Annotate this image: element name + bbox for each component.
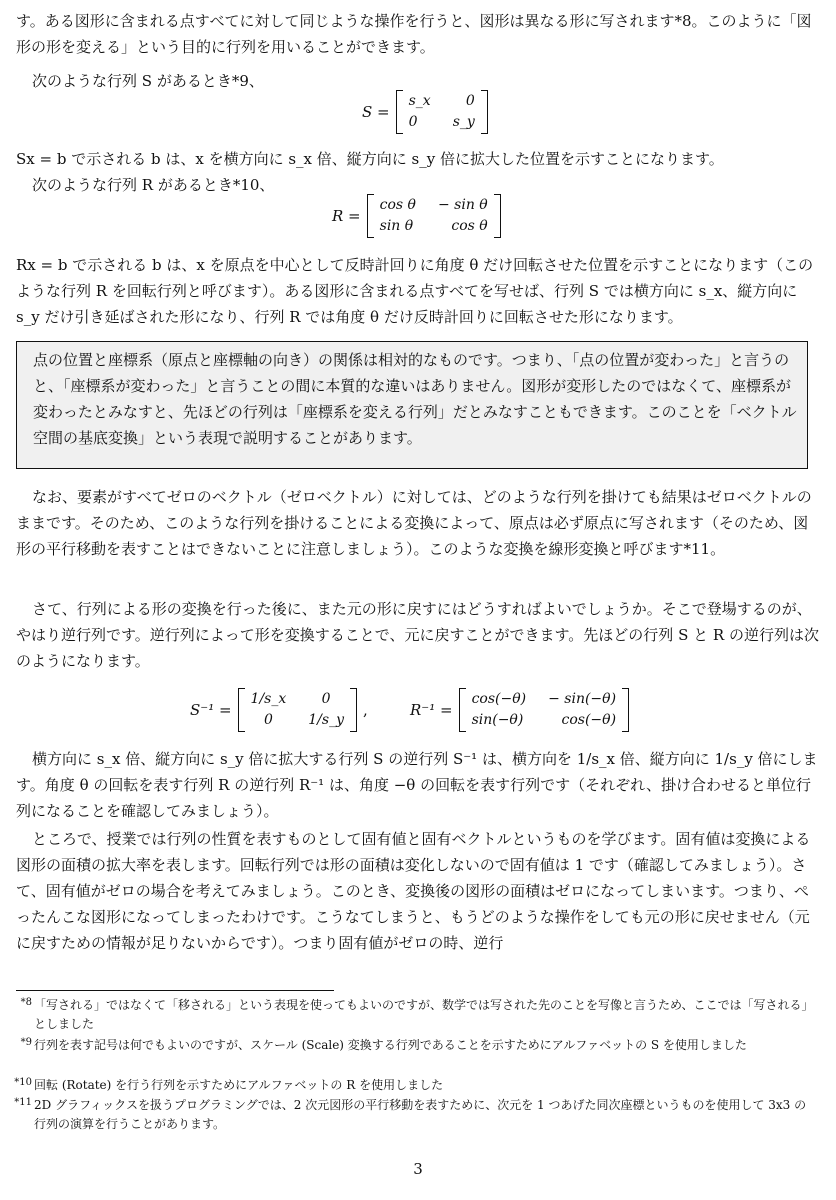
matrix-cell: 1/s_x bbox=[250, 691, 287, 707]
footnote-divider bbox=[16, 990, 334, 991]
footnote-8 bbox=[20, 996, 810, 1034]
footnote-text: 「写される」ではなくて「移される」という表現を使ってもよいのですが、数学では写された先のことを写像と言うため、ここでは「写される」としました bbox=[34, 998, 808, 1031]
footnote-text: 行列を表す記号は何でもよいのですが、スケール (Scale) 変換する行列であることを示すためにアルファベットの S を使用しました bbox=[34, 1038, 747, 1052]
paragraph-intro: す。ある図形に含まれる点すべてに対して同じような操作を行うと、図形は異なる形に写されます*8。このように「図形の形を変える」という目的に行列を用いることができます。 bbox=[16, 12, 812, 56]
matrix-cell: s_y bbox=[452, 114, 475, 130]
equation-lhs: R = bbox=[332, 207, 361, 225]
equation-r-inverse bbox=[410, 688, 629, 732]
matrix-cell: cos θ bbox=[451, 218, 488, 234]
matrix-cell: s_x bbox=[408, 93, 431, 109]
page-number: 3 bbox=[413, 1160, 423, 1178]
note-text: 点の位置と座標系（原点と座標軸の向き）の関係は相対的なものです。つまり、「点の位置が変わった」と言うのと、「座標系が変わった」と言うことの間に本質的な違いはありません。図形が変形したのではなくて、座標系が変わったとみなすと、先ほどの行列は「座標系を変える行列」だとみなすこともできます。このことを「ベクトル空間の基底変換」という表現で説明することがあります。 bbox=[33, 351, 797, 447]
matrix-cell: cos θ bbox=[379, 197, 416, 213]
footnote-mark: *10 bbox=[14, 1077, 32, 1088]
matrix-cell: cos(−θ) bbox=[561, 712, 617, 728]
matrix-cell: 1/s_y bbox=[308, 712, 344, 728]
footnote-mark: *11 bbox=[14, 1097, 32, 1108]
equation-comma: , bbox=[362, 701, 368, 719]
footnote-mark: *9 bbox=[20, 1037, 32, 1048]
matrix-cell: 0 bbox=[321, 691, 331, 707]
equation-s-inverse bbox=[190, 688, 368, 732]
footnote-mark: *8 bbox=[20, 997, 32, 1008]
matrix-cell: − sin(−θ) bbox=[548, 691, 617, 707]
footnote-text: 回転 (Rotate) を行う行列を示すためにアルファベットの R を使用しました bbox=[34, 1078, 444, 1092]
matrix-cell: 0 bbox=[263, 712, 273, 728]
paragraph-sx-b: Sx = b で示される b は、x を横方向に s_x 倍、縦方向に s_y 倍に拡大した位置を示すことになります。 bbox=[16, 150, 724, 168]
matrix-cell: cos(−θ) bbox=[471, 691, 527, 707]
paragraph-rotation: Rx = b で示される b は、x を原点を中心として反時計回りに角度 θ だけ回転させた位置を示すことになります（このような行列 R を回転行列と呼びます）。ある図形に含まれる点すべてを写せば、行列 S では横方向に s_x、縦方向に s_y だけ引き延ばされた形になり、行列 R では角度 θ だけ反時計回りに回転させた形になります。 bbox=[16, 256, 814, 326]
equation-lhs: R⁻¹ = bbox=[410, 701, 453, 719]
matrix-cell: sin θ bbox=[379, 218, 414, 234]
matrix-cell: − sin θ bbox=[437, 197, 488, 213]
equation-r bbox=[332, 194, 501, 238]
footnote-9 bbox=[20, 1036, 810, 1055]
matrix-cell: sin(−θ) bbox=[471, 712, 524, 728]
matrix-cell: 0 bbox=[408, 114, 418, 130]
footnote-text: 2D グラフィックスを扱うプログラミングでは、2 次元図形の平行移動を表すために、次元を 1 つあげた同次座標というものを使用して 3x3 の行列の演算を行うことがあります。 bbox=[34, 1098, 807, 1131]
footnote-11 bbox=[14, 1096, 810, 1134]
paragraph-zero-vector: なお、要素がすべてゼロのベクトル（ゼロベクトル）に対しては、どのような行列を掛けても結果はゼロベクトルのままです。そのため、このような行列を掛けることによる変換によって、原点は必ず原点に写されます（そのため、図形の平行移動を表すことはできないことに注意しましょう）。このような変換を線形変換と呼びます*11。 bbox=[16, 488, 812, 558]
paragraph-matrix-r-intro: 次のような行列 R があるとき*10、 bbox=[32, 176, 275, 194]
footnote-10 bbox=[14, 1076, 810, 1095]
equation-s bbox=[362, 90, 488, 134]
paragraph-eigenvalue: ところで、授業では行列の性質を表すものとして固有値と固有ベクトルというものを学びます。固有値は変換による図形の面積の拡大率を表します。回転行列では形の面積は変化しないので固有値は 1 です（確認してみましょう）。さて、固有値がゼロの場合を考えてみましょう。このとき、変換後の図形の面積はゼロになってしまいます。つまり、ぺったんこな図形になってしまったわけです。こうなてしまうと、もうどのような操作をしても元の形に戻せません（元に戻すための情報が足りないからです）。つまり固有値がゼロの時、逆行 bbox=[16, 830, 811, 952]
equation-lhs: S⁻¹ = bbox=[190, 701, 232, 719]
paragraph-inverse: さて、行列による形の変換を行った後に、また元の形に戻すにはどうすればよいでしょうか。そこで登場するのが、やはり逆行列です。逆行列によって形を変換することで、元に戻すことができます。先ほどの行列 S と R の逆行列は次のようになります。 bbox=[16, 600, 819, 670]
equation-lhs: S = bbox=[362, 103, 390, 121]
matrix-cell: 0 bbox=[465, 93, 475, 109]
paragraph-matrix-s-intro: 次のような行列 S があるとき*9、 bbox=[32, 72, 264, 90]
paragraph-inverse-explain: 横方向に s_x 倍、縦方向に s_y 倍に拡大する行列 S の逆行列 S⁻¹ は、横方向を 1/s_x 倍、縦方向に 1/s_y 倍にします。角度 θ の回転を表す行列 R の逆行列 R⁻¹ は、角度 −θ の回転を表す行列です（それぞれ、掛け合わせると単位行列になることを確認してみましょう）。 bbox=[16, 750, 818, 820]
note-box bbox=[16, 341, 808, 469]
